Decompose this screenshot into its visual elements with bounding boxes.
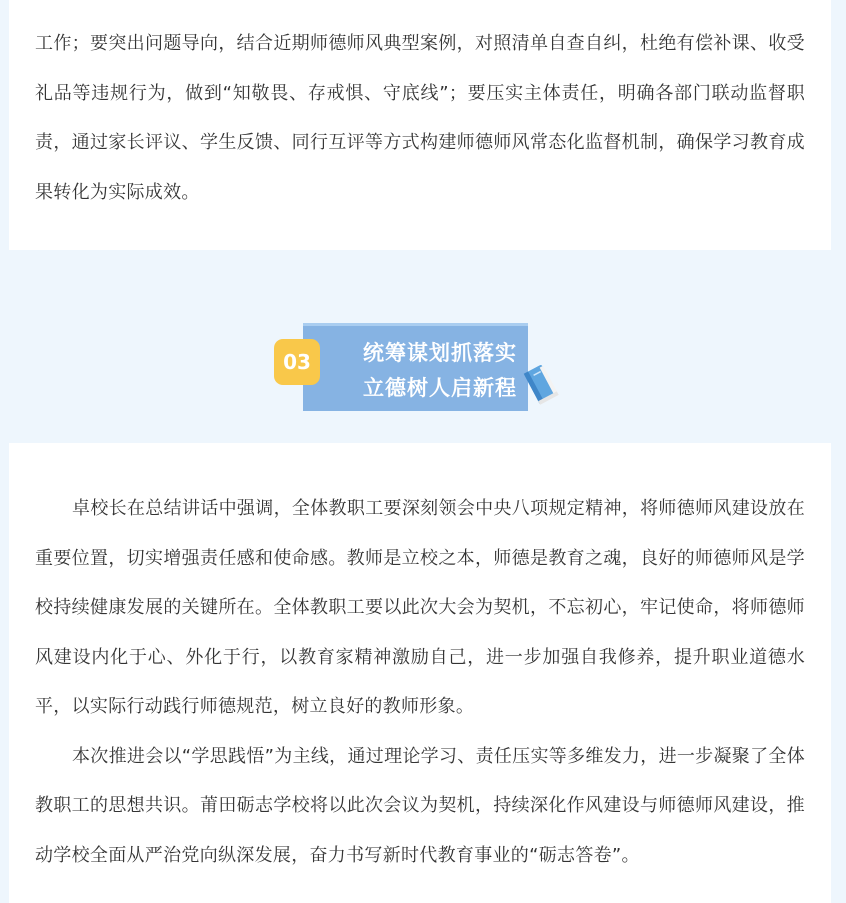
top-text-card [9,0,831,250]
section-heading-line1: 统筹谋划抓落实 [363,341,517,365]
top-paragraph: 工作；要突出问题导向，结合近期师德师风典型案例，对照清单自查自纠，杜绝有偿补课、收受礼品等违规行为，做到“知敬畏、存戒惧、守底线”；要压实主体责任，明确各部门联动监督职责，通过家长评议、学生反馈、同行互评等方式构建师德师风常态化监督机制，确保学习教育成果转化为实际成效。 [35,33,805,203]
book-icon [517,361,565,409]
section-heading-line2: 立德树人启新程 [363,376,517,400]
section-heading [274,321,564,413]
section-heading-box [303,323,528,411]
section-number-badge: 03 [274,339,320,385]
bottom-text-card [9,443,831,903]
bottom-paragraph-2: 本次推进会以“学思践悟”为主线，通过理论学习、责任压实等多维发力，进一步凝聚了全体教职工的思想共识。莆田砺志学校将以此次会议为契机，持续深化作风建设与师德师风建设，推动学校全面从严治党向纵深发展，奋力书写新时代教育事业的“砺志答卷”。 [35,745,805,866]
bottom-paragraph-1: 卓校长在总结讲话中强调，全体教职工要深刻领会中央八项规定精神，将师德师风建设放在重要位置，切实增强责任感和使命感。教师是立校之本，师德是教育之魂，良好的师德师风是学校持续健康发展的关键所在。全体教职工要以此次大会为契机，不忘初心，牢记使命，将师德师风建设内化于心、外化于行，以教育家精神激励自己，进一步加强自我修养，提升职业道德水平，以实际行动践行师德规范，树立良好的教师形象。 [35,498,805,717]
